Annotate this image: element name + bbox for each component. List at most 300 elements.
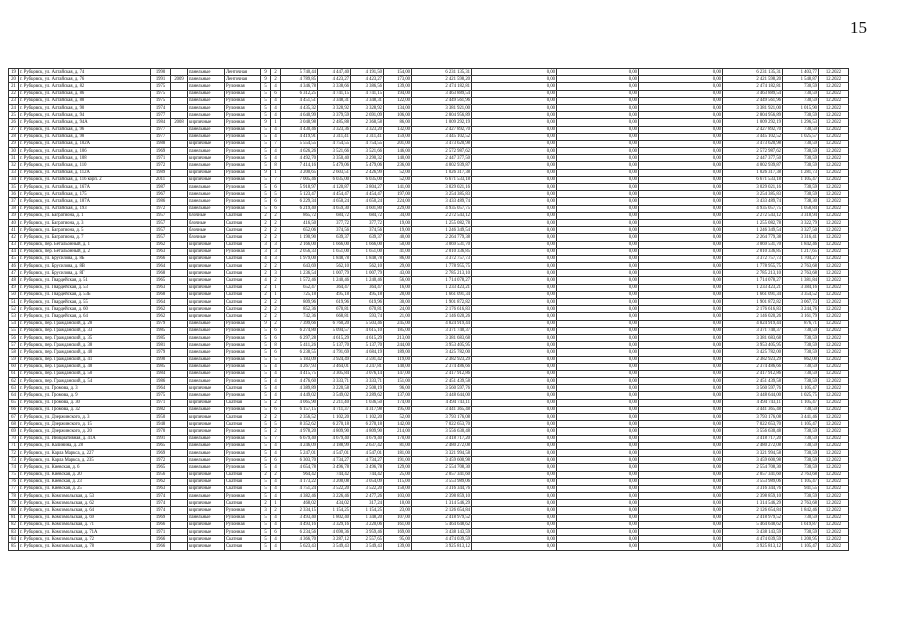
table-cell: 7 (271, 140, 281, 147)
table-cell: Скатная (225, 227, 261, 234)
table-cell: 24 (9, 104, 19, 111)
table-cell (171, 155, 188, 162)
table-cell: 0,00 (557, 464, 639, 471)
table-cell: г. Рубцовск, пер. Бетальонный, д. 1 (19, 241, 151, 248)
table-cell: 2 264 779,38 (412, 234, 472, 241)
table-cell: г. Рубцовск, пер. Бетальонный, д. 2 (19, 248, 151, 255)
table-cell: 3 448 644,00 (412, 392, 472, 399)
table-cell: 0,00 (472, 284, 557, 291)
table-cell: панельные (188, 349, 225, 356)
table-cell: 21 (9, 83, 19, 90)
table-cell: 639,37 (351, 234, 384, 241)
table-cell: 1 704,27 (783, 255, 819, 262)
table-cell: 5 (261, 385, 271, 392)
table-cell: 742,36 (281, 313, 318, 320)
table-cell: 0,00 (557, 392, 639, 399)
table-cell: 0,00 (472, 76, 557, 83)
table-cell: 2 057 341,60 (723, 471, 783, 478)
table-cell: Скатная (225, 263, 261, 270)
table-cell: г. Рубцовск, ул. Алтайская, д. 167А (19, 184, 151, 191)
table-cell: 5 (261, 126, 271, 133)
table-cell: 19,00 (384, 227, 412, 234)
table-cell: 852,36 (281, 306, 318, 313)
table-cell: 2 (271, 507, 281, 514)
table-cell: Рулонная (225, 205, 261, 212)
table-cell: Рулонная (225, 334, 261, 341)
table-cell: 730,59 (783, 457, 819, 464)
table-cell: 3 459 600,98 (723, 457, 783, 464)
table-cell: Скатная (225, 306, 261, 313)
table-cell: 81,00 (384, 442, 412, 449)
table-cell: 2 804 956,89 (412, 112, 472, 119)
table-cell: 0,00 (557, 363, 639, 370)
table-cell: 2 554 708,30 (723, 464, 783, 471)
table-cell: 12.2022 (819, 126, 849, 133)
table-cell: 146,00 (384, 148, 412, 155)
table-cell: 5 (261, 392, 271, 399)
table-cell: 0,00 (472, 428, 557, 435)
table-cell: 245,00 (384, 320, 412, 327)
table-cell: 730,59 (783, 191, 819, 198)
table-cell: 0,00 (639, 198, 723, 205)
table-cell: 2 480 272,08 (723, 442, 783, 449)
table-cell: 5 (261, 406, 271, 413)
table-cell: Скатная (225, 399, 261, 406)
table-cell: 12.2022 (819, 320, 849, 327)
table-cell: панельные (188, 457, 225, 464)
table-cell: 317,24 (351, 500, 384, 507)
table-cell: кирпичные (188, 313, 225, 320)
table-cell: 495,18 (318, 291, 351, 298)
table-cell: г. Рубцовск, ул. Громова, д. 3 (19, 385, 151, 392)
table-cell: 0,00 (639, 500, 723, 507)
table-cell: 12.2022 (819, 112, 849, 119)
table-cell: 174,00 (384, 399, 412, 406)
table-cell: 1969 (151, 449, 171, 456)
table-cell: 374,56 (351, 227, 384, 234)
table-cell: 2 126 654,84 (723, 507, 783, 514)
table-cell: 5 (261, 442, 271, 449)
table-cell: панельные (188, 493, 225, 500)
table-cell: 75 (9, 471, 19, 478)
table-cell: 2 (261, 414, 271, 421)
table-body (9, 69, 849, 551)
table-cell: 3 372 757,73 (412, 255, 472, 262)
table-cell: 0,00 (639, 234, 723, 241)
table-cell: 67 (9, 414, 19, 421)
table-row (9, 126, 849, 133)
table-cell: 1974 (151, 104, 171, 111)
table-cell: 12.2022 (819, 428, 849, 435)
table-cell: 0,00 (639, 277, 723, 284)
table-cell: г. Рубцовск, ул. Комсомольская, д. 71 (19, 521, 151, 528)
table-cell: 0,00 (557, 378, 639, 385)
table-cell: Рулонная (225, 191, 261, 198)
table-cell: 3 549,43 (351, 543, 384, 550)
table-cell: 4 494 743,11 (723, 399, 783, 406)
table-cell: 4 (271, 363, 281, 370)
table-cell: панельные (188, 69, 225, 76)
table-cell: 1 842,46 (783, 241, 819, 248)
table-cell: 1963 (151, 248, 171, 255)
table-cell: 66 (9, 406, 19, 413)
table-cell: 0,00 (639, 507, 723, 514)
table-cell: 1968 (151, 291, 171, 298)
table-cell: 684,72 (351, 212, 384, 219)
table-cell: 0,00 (639, 126, 723, 133)
table-cell: 4 451,51 (281, 97, 318, 104)
table-cell: 0,00 (472, 399, 557, 406)
table-row (9, 241, 849, 248)
table-cell: 2 264 779,38 (723, 234, 783, 241)
table-row (9, 284, 849, 291)
table-cell: 6 234,56 (281, 529, 318, 536)
table-cell (171, 162, 188, 169)
table-cell: 3 (261, 507, 271, 514)
table-cell: г. Рубцовск, пер. Гражданский, д. 50 (19, 370, 151, 377)
table-cell: 5 (261, 349, 271, 356)
table-cell: 7 005,46 (281, 176, 318, 183)
table-cell: 0,00 (472, 385, 557, 392)
table-cell: 3 793 176,08 (412, 414, 472, 421)
table-cell: 0,00 (557, 428, 639, 435)
table-cell: 0,00 (472, 248, 557, 255)
table-cell: 2 508,19 (351, 385, 384, 392)
table-cell: 0,00 (639, 291, 723, 298)
table-cell: Скатная (225, 471, 261, 478)
table-cell: 3 521,66 (318, 148, 351, 155)
table-cell: 33 (9, 169, 19, 176)
table-cell: 0,00 (639, 514, 723, 521)
table-cell: 3 549,43 (318, 543, 351, 550)
table-cell: 0,00 (557, 112, 639, 119)
table-cell: кирпичные (188, 485, 225, 492)
table-cell (171, 421, 188, 428)
table-cell: 2 334,15 (281, 507, 318, 514)
table-cell: Рулонная (225, 176, 261, 183)
table-cell: 2 (271, 277, 281, 284)
table-cell: 12.2022 (819, 212, 849, 219)
table-cell: 2 449 561,96 (723, 97, 783, 104)
table-cell: 2 (271, 471, 281, 478)
table-cell: 3 305,84 (318, 370, 351, 377)
table-row (9, 536, 849, 543)
table-cell: 12.2022 (819, 184, 849, 191)
table-cell: 0,00 (472, 133, 557, 140)
table-cell: панельные (188, 191, 225, 198)
table-cell: 0,00 (557, 514, 639, 521)
table-cell: 3 069 531,70 (723, 241, 783, 248)
table-cell (171, 313, 188, 320)
table-cell (171, 370, 188, 377)
table-row (9, 227, 849, 234)
table-cell: 668,81 (318, 313, 351, 320)
table-row (9, 291, 849, 298)
table-cell: 0,00 (472, 219, 557, 226)
table-cell: 6 760,20 (318, 320, 351, 327)
table-cell: 1974 (151, 500, 171, 507)
table-cell: Рулонная (225, 148, 261, 155)
table-cell: 2 417 912,86 (723, 370, 783, 377)
table-cell: 154,00 (384, 69, 412, 76)
table-cell: 1969 (151, 148, 171, 155)
table-cell: 1975 (151, 83, 171, 90)
table-cell: 0,00 (639, 421, 723, 428)
table-cell: 0,00 (472, 392, 557, 399)
table-row (9, 514, 849, 521)
table-cell: кирпичные (188, 471, 225, 478)
table-cell: 1 381,84 (783, 277, 819, 284)
table-cell: 1 246 349,54 (723, 227, 783, 234)
table-cell: 4 (271, 536, 281, 543)
table-cell: 0,00 (639, 457, 723, 464)
table-cell: 4 791,69 (318, 349, 351, 356)
table-cell: 1 619,87 (783, 521, 819, 528)
table-cell: 941,55 (783, 485, 819, 492)
table-cell: 1 217,65 (783, 248, 819, 255)
table-cell: 0,00 (557, 263, 639, 270)
table-cell: 1 233 423,21 (723, 284, 783, 291)
table-cell: 1957 (151, 212, 171, 219)
table-cell (171, 112, 188, 119)
table-cell: 2 (271, 320, 281, 327)
table-cell: 2 480 272,08 (412, 442, 472, 449)
table-cell (171, 435, 188, 442)
table-cell: 12.2022 (819, 342, 849, 349)
table-cell: 2 763,68 (783, 471, 819, 478)
table-cell: 56,00 (384, 277, 412, 284)
table-cell: кирпичные (188, 169, 225, 176)
table-cell: 0,00 (639, 442, 723, 449)
table-cell: 3 029 021,16 (412, 184, 472, 191)
table-cell: г. Рубцовск, ул. Калинина, д. 28 (19, 442, 151, 449)
table-cell: 9 (261, 76, 271, 83)
table-cell: 38 (9, 205, 19, 212)
table-cell: 2 572 987,62 (412, 148, 472, 155)
table-cell: 5 (261, 334, 271, 341)
table-cell: 0,00 (639, 428, 723, 435)
table-cell: 47 (9, 270, 19, 277)
table-cell: 4 002 939,87 (723, 162, 783, 169)
table-cell: 9 (261, 320, 271, 327)
table-cell: 1 025,57 (783, 133, 819, 140)
table-cell: 0,00 (639, 248, 723, 255)
table-cell: 23,00 (384, 507, 412, 514)
table-cell: 2 447 377,50 (723, 155, 783, 162)
table-cell (171, 363, 188, 370)
table-cell: 12.2022 (819, 385, 849, 392)
table-row (9, 104, 849, 111)
table-cell: 1 651,00 (318, 248, 351, 255)
table-cell: 4 615,10 (351, 327, 384, 334)
table-cell: 0,00 (472, 349, 557, 356)
table-cell: 2 (261, 306, 271, 313)
table-cell (171, 536, 188, 543)
table-cell: 151,00 (384, 378, 412, 385)
table-cell: кирпичные (188, 414, 225, 421)
table-cell: 5 623,43 (281, 543, 318, 550)
table-cell: г. Рубцовск, ул. Алтайская, д. 98 (19, 133, 151, 140)
table-row (9, 133, 849, 140)
table-cell: Скатная (225, 234, 261, 241)
table-cell: 50 (9, 291, 19, 298)
table-cell: 3 433 489,74 (412, 198, 472, 205)
table-cell: 19,00 (384, 219, 412, 226)
table-row (9, 184, 849, 191)
table-cell: 2 374 486,66 (723, 363, 783, 370)
table-cell: 593,74 (351, 313, 384, 320)
table-cell: 147,00 (384, 370, 412, 377)
table-cell: 4 246,09 (281, 442, 318, 449)
table-cell: панельные (188, 198, 225, 205)
table-cell: 730,59 (783, 370, 819, 377)
table-cell: 1 661 091,34 (723, 291, 783, 298)
table-cell: г. Рубцовск, ул. Киевская, д. 20 (19, 471, 151, 478)
table-cell (171, 263, 188, 270)
table-cell: кирпичные (188, 428, 225, 435)
table-cell: 6 035,00 (351, 176, 384, 183)
table-cell: 1977 (151, 133, 171, 140)
table-cell: 3 463 889,54 (412, 90, 472, 97)
table-row (9, 392, 849, 399)
table-cell: 52,00 (384, 169, 412, 176)
table-cell: 0,00 (472, 449, 557, 456)
table-cell: Рулонная (225, 521, 261, 528)
table-cell: 2 485,88 (318, 119, 351, 126)
table-cell: 5 (261, 356, 271, 363)
table-cell: 0,00 (557, 291, 639, 298)
table-cell: 2 427 892,70 (723, 126, 783, 133)
table-cell: Рулонная (225, 449, 261, 456)
table-cell (171, 507, 188, 514)
table-cell: 4 191,50 (351, 69, 384, 76)
table-cell: 132,00 (384, 126, 412, 133)
table-cell: 730,59 (783, 162, 819, 169)
table-cell: Рулонная (225, 83, 261, 90)
table-cell: 40,00 (384, 234, 412, 241)
table-cell: 3 379,59 (318, 112, 351, 119)
table-cell: панельные (188, 126, 225, 133)
table-cell: 78 (9, 493, 19, 500)
table-cell: Скатная (225, 385, 261, 392)
table-cell: панельные (188, 133, 225, 140)
table-cell: 1 026 317,38 (412, 169, 472, 176)
table-cell: 3 244,76 (783, 306, 819, 313)
table-cell: 1991 (151, 435, 171, 442)
table-cell: 4 (271, 485, 281, 492)
table-cell: 3 067,73 (783, 299, 819, 306)
table-cell: 5 554,55 (281, 140, 318, 147)
table-cell: 4 654,78 (281, 464, 318, 471)
table-cell: панельные (188, 83, 225, 90)
table-cell: 41 (9, 227, 19, 234)
table-cell: 0,00 (472, 241, 557, 248)
table-cell: Рулонная (225, 378, 261, 385)
table-cell: г. Рубцовск, ул. Алтайская, д. 88 (19, 97, 151, 104)
table-cell: 3 381 921,00 (723, 104, 783, 111)
table-cell: 4 (271, 126, 281, 133)
table-cell: 0,00 (472, 442, 557, 449)
table-cell: 0,00 (472, 148, 557, 155)
table-cell: 3 953 405,95 (723, 342, 783, 349)
table-cell: 170,00 (384, 435, 412, 442)
table-cell: Рулонная (225, 356, 261, 363)
table-cell (171, 148, 188, 155)
table-cell: 0,00 (639, 284, 723, 291)
table-cell: г. Рубцовск, ул. Алтайская, д. 175 (19, 191, 151, 198)
table-cell: 119,00 (384, 356, 412, 363)
table-cell: 55 (9, 327, 19, 334)
table-cell: Рулонная (225, 126, 261, 133)
table-cell: 0,00 (639, 191, 723, 198)
table-row (9, 485, 849, 492)
table-cell: 619,96 (318, 299, 351, 306)
table-cell: 0,00 (639, 148, 723, 155)
table-cell: 4 (271, 449, 281, 456)
table-cell: 5 (261, 83, 271, 90)
table-cell: 6 671 533,18 (723, 176, 783, 183)
table-cell: 3 220,06 (351, 521, 384, 528)
table-cell: кирпичные (188, 255, 225, 262)
table-cell: 1 (271, 284, 281, 291)
table-cell: 140,00 (384, 363, 412, 370)
table-cell: 4 (271, 478, 281, 485)
table-cell: 4 547,01 (318, 449, 351, 456)
table-cell: 1963 (151, 485, 171, 492)
table-cell: 0,00 (557, 270, 639, 277)
table-cell: 4 476,60 (281, 378, 318, 385)
table-cell: Ленточная (225, 69, 261, 76)
table-cell: 1 714 078,27 (412, 277, 472, 284)
table-cell: 2 (261, 227, 271, 234)
table-cell: 3 591,42 (351, 356, 384, 363)
table-cell: 377,72 (351, 219, 384, 226)
table-cell: г. Рубцовск, ул. Алтайская, д. 94А (19, 119, 151, 126)
table-cell: 2 554 708,30 (412, 464, 472, 471)
table-cell: 54 (9, 320, 19, 327)
table-cell: 3 496,78 (351, 464, 384, 471)
table-cell: 25 (9, 112, 19, 119)
table-cell: г. Рубцовск, ул. Гвардейская, д. 53Б (19, 291, 151, 298)
table-cell: 141,00 (384, 184, 412, 191)
table-cell: 5 137,70 (318, 342, 351, 349)
table-cell (171, 327, 188, 334)
table-cell: 53 (9, 313, 19, 320)
table-cell: 5 (271, 356, 281, 363)
table-cell: 4 734,27 (318, 457, 351, 464)
table-row (9, 414, 849, 421)
table-cell: 4 (271, 97, 281, 104)
table-cell: панельные (188, 104, 225, 111)
table-cell: г. Рубцовск, ул. Карла Маркса, д. 227 (19, 449, 151, 456)
table-cell: 0,00 (639, 270, 723, 277)
table-cell: 30 (9, 148, 19, 155)
table-cell: 1957 (151, 227, 171, 234)
table-cell (171, 514, 188, 521)
table-cell: 0,00 (639, 356, 723, 363)
table-cell: 12.2022 (819, 363, 849, 370)
table-cell: 25,00 (384, 471, 412, 478)
table-row (9, 299, 849, 306)
table-cell: Рулонная (225, 457, 261, 464)
table-cell: 0,00 (472, 378, 557, 385)
table-cell: Скатная (225, 212, 261, 219)
table-row (9, 363, 849, 370)
table-cell: 3 289,62 (351, 392, 384, 399)
table-cell: 0,00 (639, 90, 723, 97)
table-cell: кирпичные (188, 241, 225, 248)
table-cell: 3 549,02 (318, 392, 351, 399)
